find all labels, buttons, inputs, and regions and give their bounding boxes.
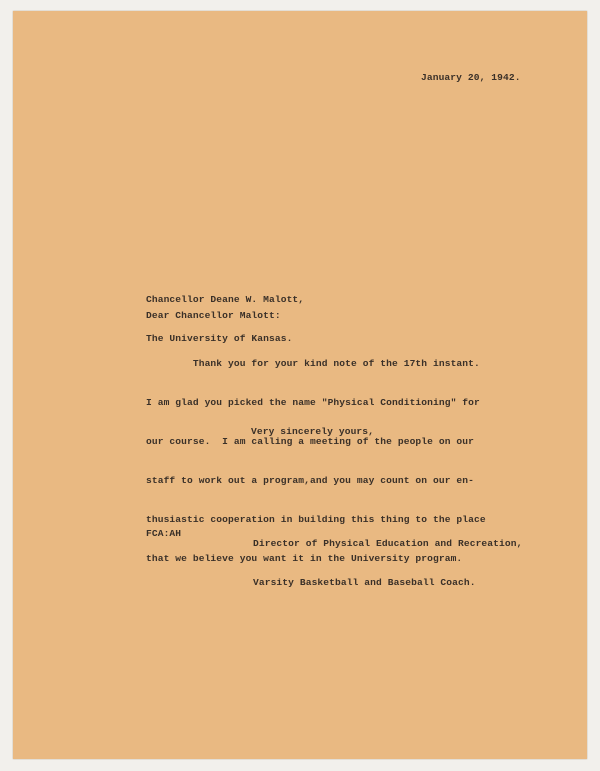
addressee-line: The University of Kansas. — [146, 333, 293, 344]
signature-block — [253, 511, 522, 615]
addressee-line: Chancellor Deane W. Malott, — [146, 294, 305, 305]
signature-line: Director of Physical Education and Recreation, — [253, 538, 523, 549]
body-line: thusiastic cooperation in building this thing to the place — [146, 514, 486, 525]
reference-initials: FCA:AH — [146, 528, 182, 539]
body-line: Thank you for your kind note of the 17th instant. — [146, 358, 480, 369]
letter-page — [13, 11, 587, 759]
body-line: I am glad you picked the name "Physical Conditioning" for — [146, 397, 480, 408]
body-line: staff to work out a program,and you may count on our en- — [146, 475, 475, 486]
body-line: that we believe you want it in the University program. — [146, 553, 463, 564]
letter-date: January 20, 1942. — [421, 72, 521, 83]
salutation: Dear Chancellor Malott: — [146, 310, 281, 321]
signature-line: Varsity Basketball and Baseball Coach. — [253, 577, 476, 588]
body-line: our course. I am calling a meeting of the people on our — [146, 436, 475, 447]
complimentary-close: Very sincerely yours, — [251, 426, 375, 437]
